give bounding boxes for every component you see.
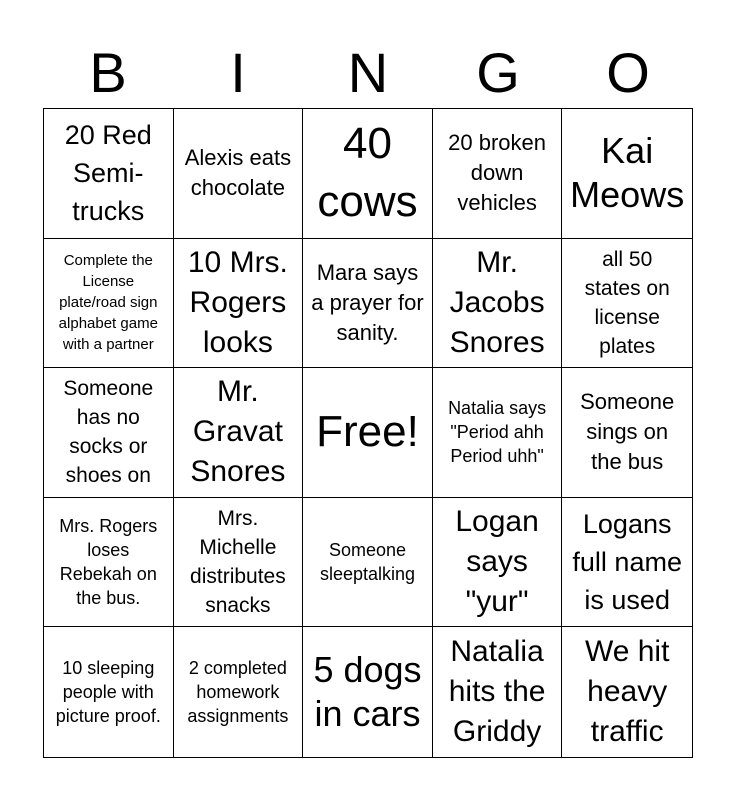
bingo-cell-r1-c3[interactable] [303, 109, 433, 239]
cell-text: Mr. Gravat Snores [190, 375, 286, 489]
cell-text: 40 cows [317, 119, 418, 227]
cell-text: 10 Mrs. Rogers looks [187, 245, 288, 359]
bingo-cell-r5-c5[interactable] [562, 627, 692, 757]
bingo-cell-r2-c2[interactable] [174, 239, 304, 369]
bingo-cell-r3-c4[interactable] [433, 368, 563, 498]
bingo-cell-r1-c5[interactable] [562, 109, 692, 239]
header-letter-i: I [230, 41, 246, 104]
header-letter-n: N [347, 41, 389, 104]
bingo-cell-r4-c4[interactable] [433, 498, 563, 628]
bingo-cell-r5-c2[interactable] [174, 627, 304, 757]
bingo-cell-r2-c4[interactable] [433, 239, 563, 369]
cell-text: 20 broken down vehicles [448, 130, 547, 216]
bingo-cell-r5-c3[interactable] [303, 627, 433, 757]
cell-text: 20 Red Semi-trucks [64, 120, 152, 227]
cell-text: Mr. Jacobs Snores [449, 245, 545, 359]
bingo-cell-r2-c3[interactable] [303, 239, 433, 369]
cell-text: Logan says "yur" [455, 505, 539, 619]
bingo-board [43, 108, 693, 758]
cell-text: Mara says a prayer for sanity. [311, 259, 424, 345]
cell-text: Someone sings on the bus [580, 389, 675, 475]
bingo-cell-r3-c3 free-space[interactable] [303, 368, 433, 498]
cell-text: Someone has no socks or shoes on [63, 377, 154, 488]
cell-text: Someone sleeptalking [319, 540, 416, 585]
cell-text: Complete the License plate/road sign alphabet game with a partner [58, 252, 158, 354]
cell-text: Kai Meows [570, 130, 685, 216]
bingo-cell-r3-c2[interactable] [174, 368, 304, 498]
bingo-cell-r4-c1[interactable] [44, 498, 174, 628]
cell-text: 10 sleeping people with picture proof. [55, 658, 161, 727]
cell-text: Logans full name is used [572, 509, 682, 616]
bingo-cell-r3-c5[interactable] [562, 368, 692, 498]
bingo-cell-r4-c2[interactable] [174, 498, 304, 628]
bingo-cell-r5-c1[interactable] [44, 627, 174, 757]
header-letter-o: O [606, 41, 650, 104]
cell-text: Mrs. Rogers loses Rebekah on the bus. [59, 516, 158, 609]
header-letter-b: B [89, 41, 127, 104]
cell-text: 5 dogs in cars [313, 649, 422, 735]
bingo-cell-r3-c1[interactable] [44, 368, 174, 498]
bingo-cell-r1-c4[interactable] [433, 109, 563, 239]
header-letter-g: G [476, 41, 520, 104]
bingo-cell-r1-c2[interactable] [174, 109, 304, 239]
cell-text: 2 completed homework assignments [187, 658, 289, 727]
bingo-cell-r2-c5[interactable] [562, 239, 692, 369]
free-space-text: Free! [316, 407, 419, 457]
cell-text: Mrs. Michelle distributes snacks [190, 507, 286, 618]
cell-text: We hit heavy traffic [584, 635, 670, 749]
bingo-cell-r1-c1[interactable] [44, 109, 174, 239]
bingo-cell-r5-c4[interactable] [433, 627, 563, 757]
bingo-cell-r4-c3[interactable] [303, 498, 433, 628]
cell-text: Alexis eats chocolate [184, 145, 292, 201]
cell-text: Natalia says "Period ahh Period uhh" [448, 398, 547, 467]
bingo-cell-r4-c5[interactable] [562, 498, 692, 628]
cell-text: Natalia hits the Griddy [448, 635, 546, 749]
cell-text: all 50 states on license plates [584, 247, 670, 358]
bingo-cell-r2-c1[interactable] [44, 239, 174, 369]
bingo-header [43, 38, 693, 108]
